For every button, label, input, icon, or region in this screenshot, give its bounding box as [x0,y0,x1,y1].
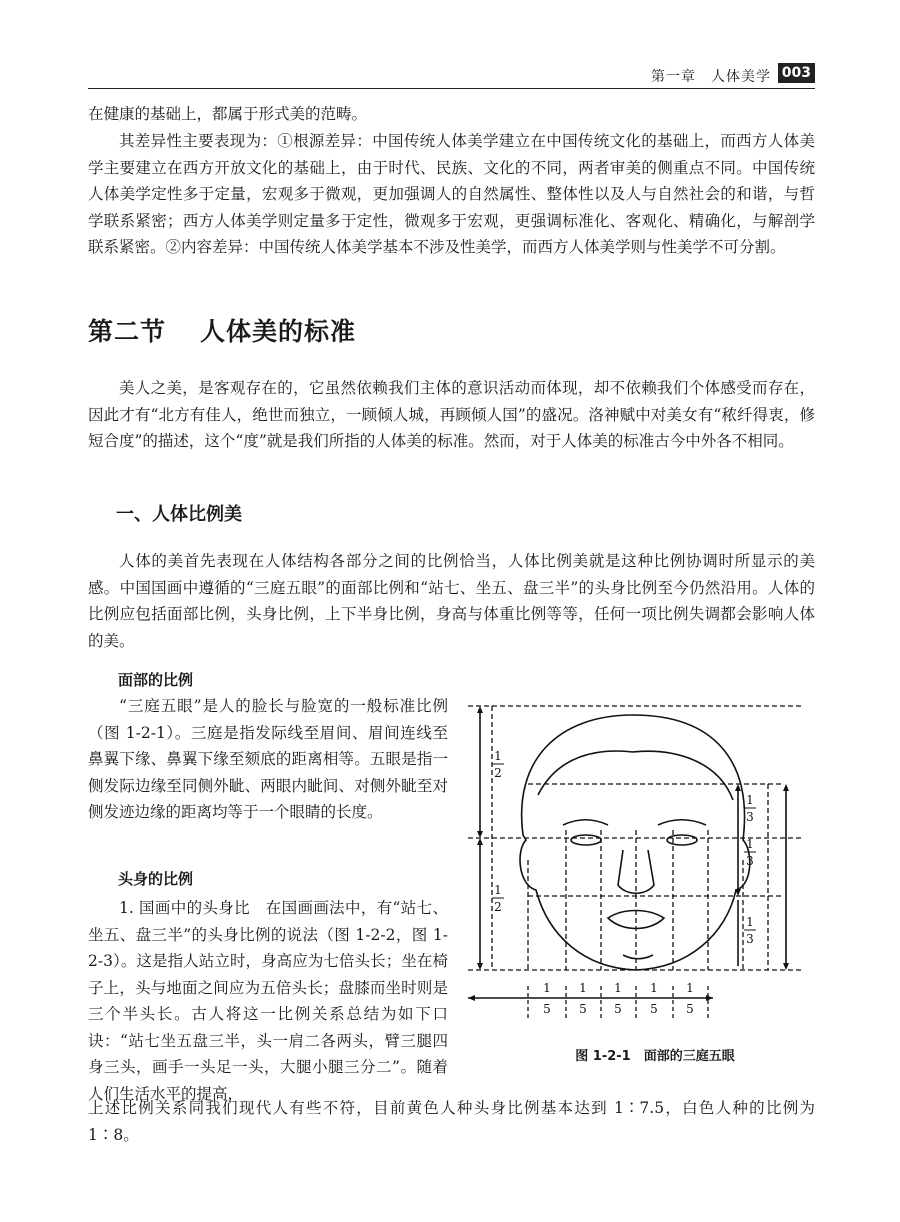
fifth-1-numerator: 1 [543,981,551,995]
proportion-paragraph: 人体的美首先表现在人体结构各部分之间的比例恰当，人体比例美就是这种比例协调时所显示的美感。中国国画中遵循的“三庭五眼”的面部比例和“站七、坐五、盘三半”的头身比例至今仍然沿用。人体的比例应包括面部比例，头身比例，上下半身比例，身高与体重比例等等，任何一项比例失调都会影响人体的美。 [88,552,815,650]
face-paragraph: “三庭五眼”是人的脸长与脸宽的一般标准比例（图 1-2-1）。三庭是指发际线至眉间、眉间连线至鼻翼下缘、鼻翼下缘至颏底的距离相等。五眼是指一侧发际边缘至同侧外眦、两眼内眦间、对侧外眦至对侧发迹边缘的距离均等于一个眼睛的长度。 [88,697,448,821]
face-heading: 面部的比例 [118,671,194,689]
third-bottom-numerator: 1 [746,915,754,929]
figure-caption: 图 1-2-1 面部的三庭五眼 [575,1049,735,1064]
differences-paragraph: 其差异性主要表现为：①根源差异：中国传统人体美学建立在中国传统文化的基础上，而西方人体美学主要建立在西方开放文化的基础上，由于时代、民族、文化的不同，两者审美的侧重点不同。中国传统人体美学定性多于定量，宏观多于微观，更加强调人的自然属性、整体性以及人与自然社会的和谐，与哲学联系紧密；西方人体美学则定量多于定性，微观多于宏观，更强调标准化、客观化、精确化，与解剖学联系紧密。②内容差异：中国传统人体美学基本不涉及性美学，而西方人体美学则与性美学不可分割。 [88,132,815,256]
section-paragraph: 美人之美，是客观存在的，它虽然依赖我们主体的意识活动而体现，却不依赖我们个体感受而存在，因此才有“北方有佳人，绝世而独立，一顾倾人城，再顾倾人国”的盛况。洛神赋中对美女有“秾纤得衷，修短合度”的描述，这个“度”就是我们所指的人体美的标准。然而，对于人体美的标准古今中外各不相同。 [88,379,815,450]
section-number: 第二节 [88,317,167,346]
fifth-5-denominator: 5 [686,1002,694,1016]
subsection-heading: 一、人体比例美 [116,504,242,525]
third-top-numerator: 1 [746,793,754,807]
third-middle-denominator: 3 [746,854,754,868]
running-header [88,62,815,89]
section-heading [88,312,356,348]
face-diagram [468,700,828,1040]
fifth-2-denominator: 5 [579,1002,587,1016]
fifth-2-numerator: 1 [579,981,587,995]
half-top-numerator: 1 [494,749,502,763]
headbody-paragraph: 1. 国画中的头身比 在国画画法中，有“站七、坐五、盘三半”的头身比例的说法（图 1-2-2，图 1-2-3）。这是指人站立时，身高应为七倍头长；坐在椅子上，头与地面之间应为五倍头长；盘膝而坐时则是三个半头长。古人将这一比例关系总结为如下口诀：“站七坐五盘三半，头一肩二各两头，臂三腿四身三头，画手一头足一头，大腿小腿三分二”。随着人们生活水平的提高， [88,899,448,1103]
headbody-tail-paragraph: 上述比例关系同我们现代人有些不符，目前黄色人种头身比例基本达到 1∶7.5，白色人种的比例为 1∶8。 [88,1099,815,1144]
chapter-title: 第一章 人体美学 [651,69,771,85]
third-bottom-denominator: 3 [746,932,754,946]
section-title: 人体美的标准 [200,317,357,346]
third-top-denominator: 3 [746,810,754,824]
fifth-4-denominator: 5 [650,1002,658,1016]
half-bottom-denominator: 2 [494,900,502,914]
face-proportion-figure [468,700,828,1040]
third-middle-numerator: 1 [746,837,754,851]
fifth-5-numerator: 1 [686,981,694,995]
fifth-3-numerator: 1 [614,981,622,995]
page-number: 003 [778,63,815,83]
intro-line: 在健康的基础上，都属于形式美的范畴。 [88,105,368,123]
headbody-heading: 头身的比例 [118,870,194,888]
fifth-3-denominator: 5 [614,1002,622,1016]
fifth-1-denominator: 5 [543,1002,551,1016]
half-top-denominator: 2 [494,766,502,780]
half-bottom-numerator: 1 [494,883,502,897]
fifth-4-numerator: 1 [650,981,658,995]
